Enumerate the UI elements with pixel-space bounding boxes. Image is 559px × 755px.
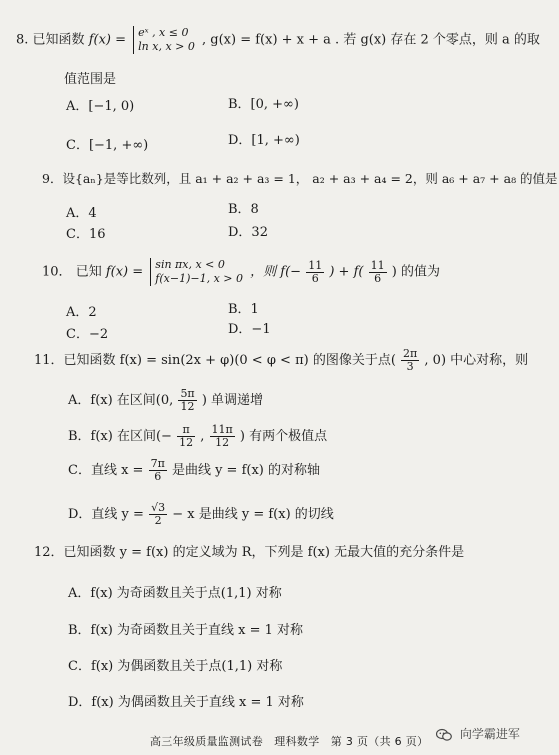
q8-piece-1: eˣ , x ≤ 0: [138, 26, 189, 39]
q11-option-b: [68, 424, 327, 449]
q8-option-a: A．[−1, 0): [66, 99, 135, 114]
q8-option-d: D．[1, +∞): [228, 133, 300, 148]
q12-option-a: A．f(x) 为奇函数且关于点(1,1) 对称: [68, 586, 282, 601]
q10-fx: f(x) =: [105, 264, 144, 280]
question-10: [42, 258, 440, 286]
q11-lead: 11．已知函数 f(x) = sin(2x + φ)(0 < φ < π) 的图像关于点(: [34, 353, 396, 368]
q10-option-d: D．−1: [228, 322, 271, 337]
q10-frac2-numerator: 11: [370, 258, 385, 272]
q10-piecewise: [150, 258, 243, 286]
q9-option-b: B．8: [228, 202, 259, 217]
q11-option-c-pre: C．直线 x =: [68, 463, 144, 478]
q11-option-a-post: ) 单调递增: [201, 393, 264, 408]
q10-option-b: B．1: [228, 302, 259, 317]
q11-option-c-denominator: 6: [154, 470, 162, 483]
q11-option-c-numerator: 7π: [150, 457, 165, 470]
q10-piece-1: sin πx, x < 0: [155, 258, 225, 271]
q10-fraction-2: [369, 260, 387, 285]
q11-tail: , 0) 中心对称，则: [424, 353, 529, 368]
q8-piece-2: ln x, x > 0: [138, 40, 195, 53]
q10-piece-2: f(x−1)−1, x > 0: [155, 272, 243, 285]
q10-lead: 已知: [75, 264, 102, 280]
q9-option-a: A．4: [66, 206, 97, 221]
q11-option-d-pre: D．直线 y =: [68, 507, 144, 522]
q10-tail: ) 的值为: [391, 264, 440, 280]
q10-frac1-denominator: 6: [311, 271, 319, 285]
q8-option-c: C．[−1, +∞): [66, 138, 149, 153]
q11-fraction: [401, 348, 419, 373]
q8-lead: 已知函数: [32, 32, 85, 48]
q11-option-b-numerator-1: π: [177, 424, 195, 437]
q11-option-b-separator: ,: [200, 429, 205, 444]
q12-option-d: D．f(x) 为偶函数且关于直线 x = 1 对称: [68, 695, 304, 710]
q9-option-d: D．32: [228, 225, 268, 240]
q11-option-a: [68, 388, 263, 413]
q11-frac-numerator: 2π: [403, 347, 418, 360]
q10-frac1-numerator: 11: [308, 258, 323, 272]
q11-option-b-pre: B．f(x) 在区间(−: [68, 429, 172, 444]
question-8: [16, 26, 540, 54]
q11-option-d-post: − x 是曲线 y = f(x) 的切线: [172, 507, 334, 522]
q8-continuation: 值范围是: [64, 72, 117, 87]
q10-mid-2: ) + f(: [329, 264, 364, 280]
q11-option-d-numerator: √3: [151, 501, 166, 514]
question-12: 12．已知函数 y = f(x) 的定义域为 R，下列是 f(x) 无最大值的充分条件是: [34, 545, 465, 560]
q11-option-a-numerator: 5π: [180, 387, 195, 400]
q11-option-d-denominator: 2: [154, 514, 162, 527]
watermark: [436, 725, 520, 742]
q11-option-c: [68, 458, 320, 483]
watermark-text: 向学霸进军: [459, 727, 520, 741]
q11-option-c-post: 是曲线 y = f(x) 的对称轴: [171, 463, 321, 478]
q11-option-a-pre: A．f(x) 在区间(0,: [68, 393, 174, 408]
q11-option-d: [68, 502, 334, 527]
q10-option-c: C．−2: [66, 327, 109, 342]
q11-option-b-fraction-2: [210, 424, 235, 449]
q11-option-b-fraction-1: [177, 424, 195, 449]
q11-option-b-numerator-2: 11π: [211, 423, 233, 436]
q8-option-b: B．[0, +∞): [228, 97, 299, 112]
q11-option-d-fraction: [149, 502, 167, 527]
q10-frac2-denominator: 6: [374, 271, 382, 285]
q10-fraction-1: [306, 260, 324, 285]
q12-option-b: B．f(x) 为奇函数且关于直线 x = 1 对称: [68, 623, 303, 638]
q11-option-b-denominator-1: 12: [179, 436, 194, 449]
question-11: [34, 348, 528, 373]
q8-number: 8.: [16, 32, 29, 48]
q10-option-a: A．2: [66, 305, 97, 320]
q11-option-b-denominator-2: 12: [215, 436, 230, 449]
q11-frac-denominator: 3: [406, 360, 414, 373]
q8-piecewise: [133, 26, 195, 54]
q10-number: 10．: [42, 264, 72, 280]
q11-option-a-fraction: [178, 388, 196, 413]
q9-option-c: C．16: [66, 227, 106, 242]
page-footer: 高三年级质量监测试卷 理科数学 第 3 页（共 6 页）: [150, 735, 429, 748]
q8-fx: f(x) =: [88, 32, 127, 48]
q11-option-a-denominator: 12: [180, 400, 195, 413]
q11-option-c-fraction: [149, 458, 167, 483]
q12-option-c: C．f(x) 为偶函数且关于点(1,1) 对称: [68, 659, 283, 674]
chat-bubbles-icon: [436, 728, 452, 742]
q11-option-b-post: ) 有两个极值点: [239, 429, 328, 444]
q8-condition: , g(x) = f(x) + x + a . 若 g(x) 存在 2 个零点，则 a 的取: [202, 32, 540, 48]
question-9: 9．设{aₙ}是等比数列，且 a₁ + a₂ + a₃ = 1， a₂ + a₃ + a₄ = 2，则 a₆ + a₇ + a₈ 的值是: [42, 171, 558, 186]
q10-mid-1: ，则 f(−: [250, 264, 302, 280]
